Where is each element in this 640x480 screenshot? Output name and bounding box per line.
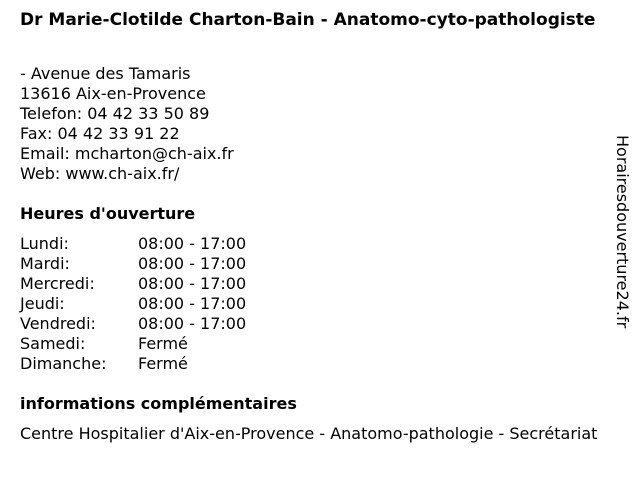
day-label: Mardi:: [20, 254, 70, 273]
street-address: - Avenue des Tamaris: [20, 64, 191, 83]
opening-hours-heading: Heures d'ouverture: [20, 204, 196, 223]
hours-value: 08:00 - 17:00: [138, 294, 247, 313]
hours-row-thursday: [20, 294, 246, 314]
phone-number: Telefon: 04 42 33 50 89: [20, 104, 210, 123]
day-label: Lundi:: [20, 234, 69, 253]
day-label: Dimanche:: [20, 354, 107, 373]
city-address: 13616 Aix-en-Provence: [20, 84, 206, 103]
hours-row-monday: [20, 234, 246, 254]
hours-row-saturday: [20, 334, 246, 354]
hours-row-tuesday: [20, 254, 246, 274]
address-block: [20, 64, 234, 184]
hours-value: 08:00 - 17:00: [138, 274, 247, 293]
day-label: Jeudi:: [20, 294, 65, 313]
additional-info-text: Centre Hospitalier d'Aix-en-Provence - Anatomo-pathologie - Secrétariat: [20, 424, 598, 443]
hours-row-wednesday: [20, 274, 246, 294]
hours-value: Fermé: [138, 354, 188, 373]
day-label: Samedi:: [20, 334, 86, 353]
hours-row-friday: [20, 314, 246, 334]
day-label: Vendredi:: [20, 314, 96, 333]
website-address: Web: www.ch-aix.fr/: [20, 164, 180, 183]
hours-row-sunday: [20, 354, 246, 374]
opening-hours-table: [20, 234, 246, 374]
additional-info-heading: informations complémentaires: [20, 394, 297, 413]
email-address: Email: mcharton@ch-aix.fr: [20, 144, 234, 163]
hours-value: 08:00 - 17:00: [138, 234, 247, 253]
hours-value: Fermé: [138, 334, 188, 353]
brand-watermark: Horairesdouverture24.fr: [613, 135, 632, 329]
hours-value: 08:00 - 17:00: [138, 314, 247, 333]
page-title: Dr Marie-Clotilde Charton-Bain - Anatomo-cyto-pathologiste: [20, 10, 596, 30]
hours-value: 08:00 - 17:00: [138, 254, 247, 273]
fax-number: Fax: 04 42 33 91 22: [20, 124, 180, 143]
day-label: Mercredi:: [20, 274, 95, 293]
